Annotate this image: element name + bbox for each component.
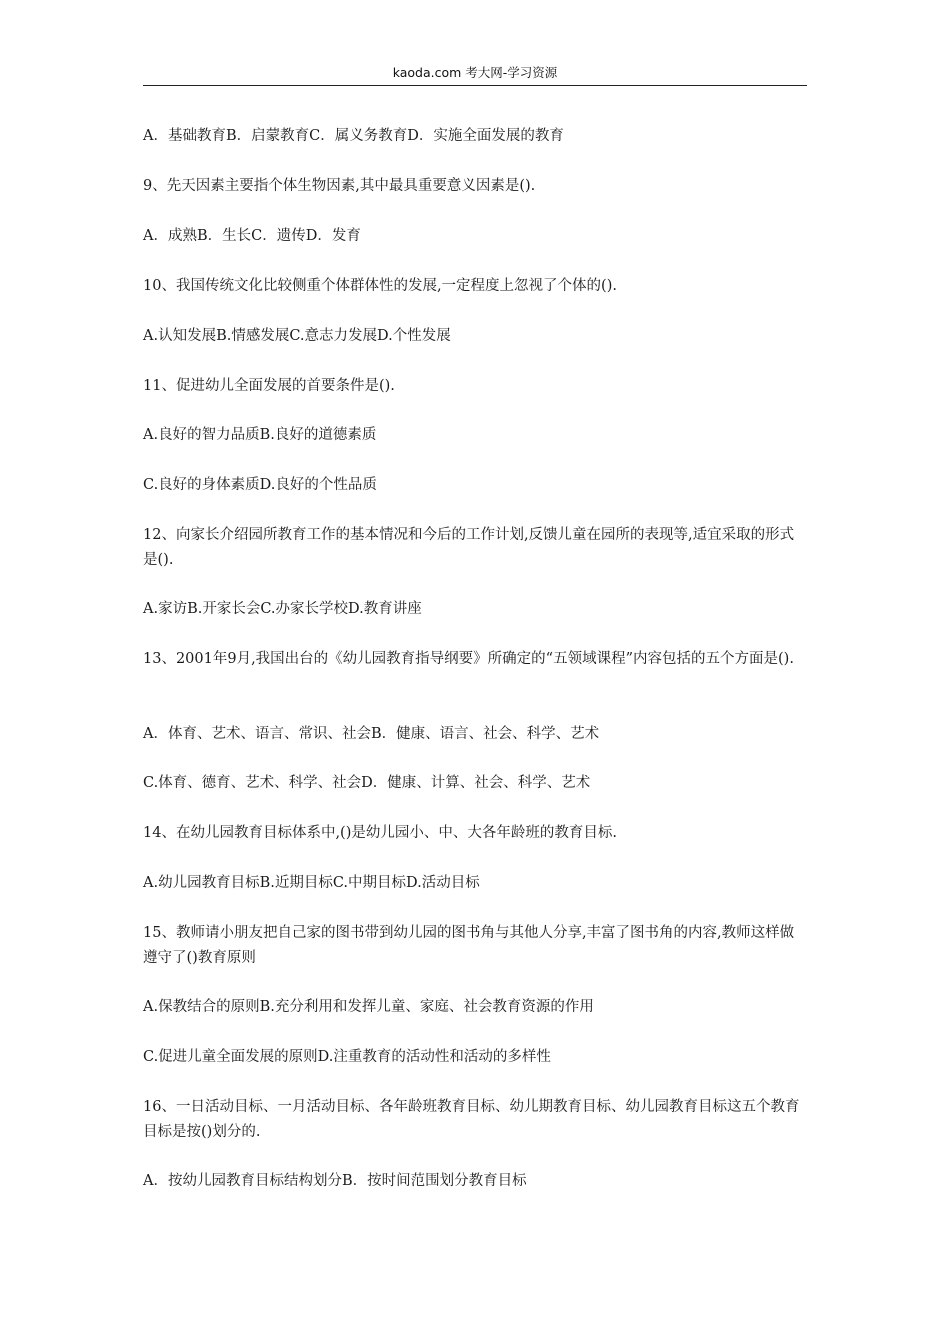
option-line-13a: A．体育、艺术、语言、常识、社会B．健康、语言、社会、科学、艺术 (143, 726, 600, 742)
question-14: 14、在幼儿园教育目标体系中,()是幼儿园小、中、大各年龄班的教育目标. (143, 825, 617, 841)
option-line-8: A．基础教育B．启蒙教育C．属义务教育D．实施全面发展的教育 (143, 128, 564, 144)
option-line-14: A.幼儿园教育目标B.近期目标C.中期目标D.活动目标 (143, 875, 480, 891)
question-12: 12、向家长介绍园所教育工作的基本情况和今后的工作计划,反馈儿童在园所的表现等,适宜采取的形式是(). (143, 527, 795, 568)
question-16: 16、一日活动目标、一月活动目标、各年龄班教育目标、幼儿期教育目标、幼儿园教育目标这五个教育目标是按()划分的. (143, 1099, 800, 1140)
page-header: kaoda.com 考大网-学习资源 (143, 63, 807, 86)
question-13: 13、2001年9月,我国出台的《幼儿园教育指导纲要》所确定的“五领域课程”内容包括的五个方面是(). (143, 651, 794, 667)
option-line-10: A.认知发展B.情感发展C.意志力发展D.个性发展 (143, 328, 451, 344)
question-9: 9、先天因素主要指个体生物因素,其中最具重要意义因素是(). (143, 178, 536, 194)
option-line-9: A．成熟B．生长C．遗传D．发育 (143, 228, 361, 244)
option-line-12: A.家访B.开家长会C.办家长学校D.教育讲座 (143, 601, 422, 617)
option-line-11a: A.良好的智力品质B.良好的道德素质 (143, 427, 377, 443)
option-line-15a: A.保教结合的原则B.充分利用和发挥儿童、家庭、社会教育资源的作用 (143, 999, 594, 1015)
option-line-15b: C.促进儿童全面发展的原则D.注重教育的活动性和活动的多样性 (143, 1049, 551, 1065)
option-line-16: A．按幼儿园教育目标结构划分B．按时间范围划分教育目标 (143, 1173, 527, 1189)
option-line-11b: C.良好的身体素质D.良好的个性品质 (143, 477, 377, 493)
question-11: 11、促进幼儿全面发展的首要条件是(). (143, 378, 395, 394)
question-15: 15、教师请小朋友把自己家的图书带到幼儿园的图书角与其他人分享,丰富了图书角的内容,教师这样做遵守了()教育原则 (143, 925, 795, 966)
option-line-13b: C.体育、德育、艺术、科学、社会D．健康、计算、社会、科学、艺术 (143, 775, 591, 791)
question-10: 10、我国传统文化比较侧重个体群体性的发展,一定程度上忽视了个体的(). (143, 278, 617, 294)
